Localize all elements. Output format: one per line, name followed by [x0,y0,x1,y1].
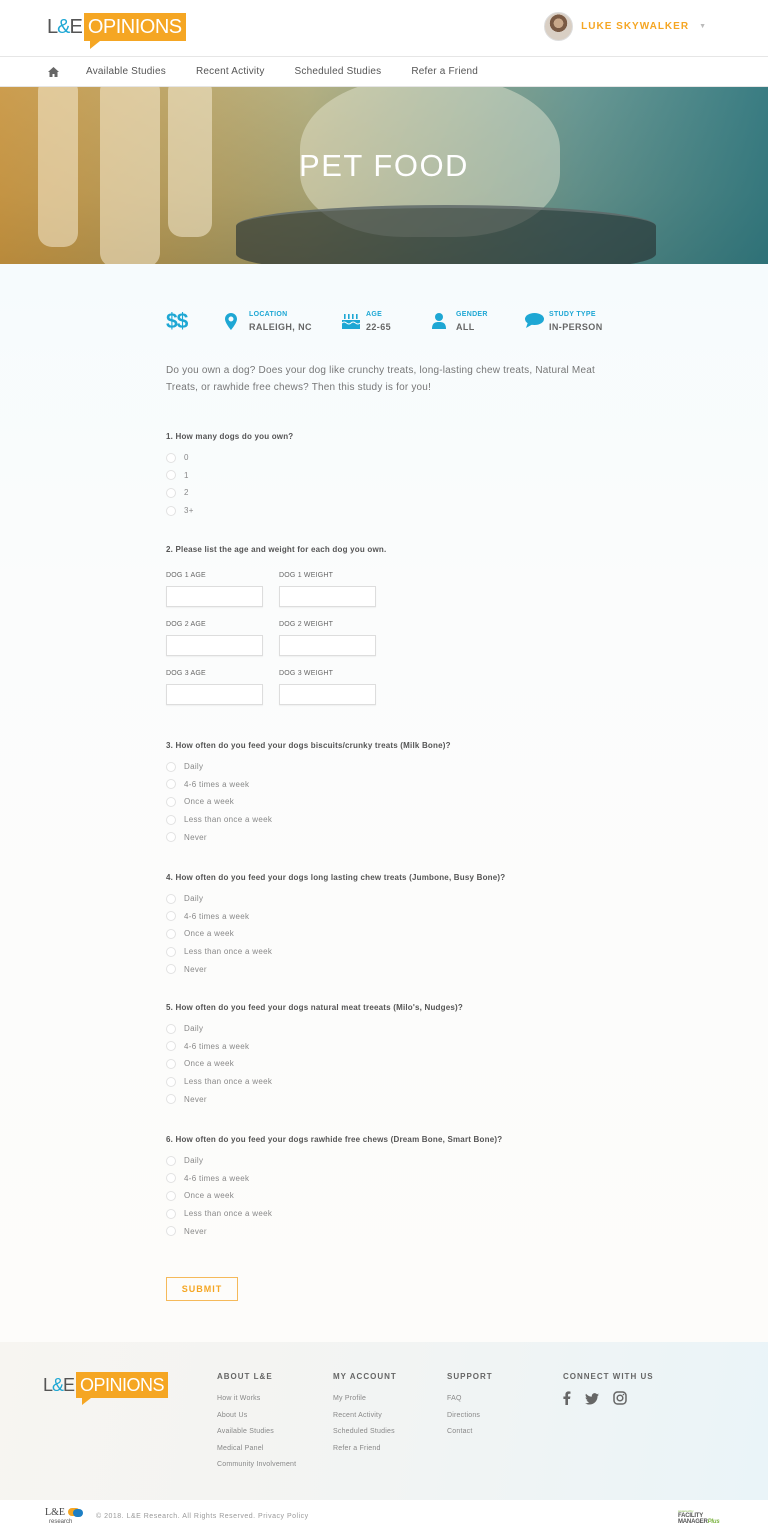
footer-link[interactable]: Available Studies [217,1428,274,1436]
footer-link[interactable]: Recent Activity [333,1411,382,1419]
footer-link[interactable]: Medical Panel [217,1444,264,1452]
radio-button[interactable] [166,470,176,480]
footer-col-support [447,1372,493,1441]
footer-col-title: MY ACCOUNT [333,1372,397,1381]
radio-option[interactable] [166,811,451,829]
radio-button[interactable] [166,832,176,842]
fm-line-2: MANAGER [678,1519,708,1525]
location-pin-icon [225,313,243,333]
radio-option[interactable] [166,1205,502,1223]
dog-2-age-field [166,621,271,656]
person-icon [432,313,450,333]
field-label: DOG 2 WEIGHT [279,621,334,628]
question-2 [166,545,386,719]
footer-col-about [217,1372,296,1474]
radio-option[interactable] [166,484,293,502]
radio-button[interactable] [166,1094,176,1104]
radio-option[interactable] [166,1038,463,1056]
radio-option[interactable] [166,925,505,943]
radio-option[interactable] [166,1020,463,1038]
question-title: 4. How often do you feed your dogs long lasting chew treats (Jumbone, Busy Bone)? [166,873,506,882]
option-label[interactable]: Less than once a week [184,947,273,957]
submit-button[interactable]: SUBMIT [166,1277,238,1301]
meta-value: IN-PERSON [549,322,603,332]
powered-by-text: powered by [678,1509,694,1513]
radio-button[interactable] [166,453,176,463]
question-4 [166,873,505,978]
radio-option[interactable] [166,943,505,961]
dog-3-age-field [166,670,271,705]
option-label[interactable]: Once a week [184,1191,234,1201]
option-label[interactable]: Daily [184,1024,204,1034]
study-description: Do you own a dog? Does your dog like crunchy treats, long-lasting chew treats, Natural Meat Treats, or rawhide free chews? Then this study is for you! [166,365,595,393]
user-menu[interactable] [544,12,706,41]
radio-button[interactable] [166,1077,176,1087]
le-opinions-logo[interactable] [47,13,186,49]
footer-link[interactable]: Community Involvement [217,1461,297,1469]
radio-button[interactable] [166,1059,176,1069]
radio-option[interactable] [166,467,293,485]
fm-line-1: FACILITY [678,1513,704,1519]
question-1 [166,432,293,519]
dog-2-weight-field [279,621,384,656]
radio-option[interactable] [166,1187,502,1205]
question-5 [166,1003,463,1108]
footer-logo[interactable] [43,1372,168,1398]
radio-option[interactable] [166,1055,463,1073]
option-label[interactable]: 0 [184,453,189,463]
radio-button[interactable] [166,894,176,904]
logo-bubble-blue [73,1509,83,1517]
option-label[interactable]: Less than once a week [184,815,273,825]
radio-button[interactable] [166,762,176,772]
option-label[interactable]: Once a week [184,797,234,807]
nav-recent-activity[interactable]: Recent Activity [195,66,265,77]
footer-link[interactable]: About Us [217,1411,248,1419]
option-label[interactable]: Less than once a week [184,1077,273,1087]
radio-button[interactable] [166,506,176,516]
fm-plus: Plus [707,1519,720,1525]
footer-col-title: SUPPORT [447,1372,493,1381]
field-label: DOG 1 AGE [166,572,206,579]
research-logo-top: L&E [45,1507,65,1518]
radio-option[interactable] [166,960,505,978]
footer-link[interactable]: Directions [447,1411,481,1419]
radio-button[interactable] [166,815,176,825]
user-name[interactable]: LUKE SKYWALKER [581,21,690,32]
dog-1-age-field [166,572,271,607]
option-label[interactable]: 4-6 times a week [184,1041,250,1051]
option-label[interactable]: Never [184,832,207,842]
copyright-text: © 2018. L&E Research. All Rights Reserved. Privacy Policy [96,1513,309,1520]
dog-3-age-input[interactable] [166,684,263,705]
radio-button[interactable] [166,929,176,939]
radio-button[interactable] [166,947,176,957]
radio-option[interactable] [166,793,451,811]
dog-1-weight-input[interactable] [279,586,376,607]
study-meta [166,310,606,340]
option-label[interactable]: 2 [184,488,189,498]
field-label: DOG 2 AGE [166,621,206,628]
compensation-level: $$ [166,310,188,333]
radio-option[interactable] [166,758,451,776]
meta-gender [432,310,488,333]
radio-button[interactable] [166,1173,176,1183]
footer-link[interactable]: FAQ [447,1395,462,1402]
radio-button[interactable] [166,1191,176,1201]
question-3 [166,741,451,846]
hero-banner [0,87,768,264]
option-label[interactable]: 4-6 times a week [184,911,250,921]
meta-label: AGE [366,311,383,318]
research-logo-bottom: research [49,1519,73,1525]
footer-link[interactable]: Contact [447,1428,473,1436]
facility-manager-plus-logo[interactable] [678,1509,718,1527]
option-label[interactable]: Daily [184,894,204,904]
radio-option[interactable] [166,449,293,467]
social-links [563,1391,654,1410]
option-label[interactable]: Daily [184,1156,204,1166]
meta-value: 22-65 [366,322,392,332]
radio-option[interactable] [166,1090,463,1108]
question-title: 3. How often do you feed your dogs biscuits/crunky treats (Milk Bone)? [166,741,451,750]
avatar[interactable] [544,12,573,41]
meta-label: LOCATION [249,311,288,318]
field-label: DOG 3 AGE [166,670,206,677]
meta-value: RALEIGH, NC [249,322,312,332]
option-label[interactable]: 3+ [184,506,194,516]
nav-refer-a-friend[interactable]: Refer a Friend [411,66,479,77]
question-title: 6. How often do you feed your dogs rawhide free chews (Dream Bone, Smart Bone)? [166,1135,503,1144]
radio-button[interactable] [166,1024,176,1034]
logo-opinions-badge: OPINIONS [84,13,186,41]
option-label[interactable]: Once a week [184,929,234,939]
chevron-down-icon[interactable]: ▼ [699,23,706,30]
dog-2-weight-input[interactable] [279,635,376,656]
radio-option[interactable] [166,776,451,794]
radio-option[interactable] [166,908,505,926]
radio-button[interactable] [166,1226,176,1236]
twitter-icon[interactable] [585,1392,599,1410]
radio-button[interactable] [166,1209,176,1219]
option-label[interactable]: Less than once a week [184,1209,273,1219]
option-label[interactable]: Once a week [184,1059,234,1069]
option-label[interactable]: Daily [184,762,204,772]
radio-button[interactable] [166,1156,176,1166]
hero-image-bowl [236,205,656,264]
nav-available-studies[interactable]: Available Studies [86,66,166,77]
field-label: DOG 1 WEIGHT [279,572,334,579]
logo-le: L&E [43,1375,75,1395]
footer-link[interactable]: Scheduled Studies [333,1428,395,1436]
question-6 [166,1135,502,1240]
field-label: DOG 3 WEIGHT [279,670,334,677]
nav-scheduled-studies[interactable]: Scheduled Studies [294,66,382,77]
meta-location [225,310,312,333]
dog-1-weight-field [279,572,384,607]
radio-button[interactable] [166,797,176,807]
footer-bottom-bar [0,1500,768,1535]
footer-link[interactable]: My Profile [333,1395,367,1402]
meta-study-type [525,310,603,333]
logo-opinions-badge: OPINIONS [76,1372,168,1398]
radio-option[interactable] [166,828,451,846]
option-label[interactable]: Never [184,1094,207,1104]
radio-option[interactable] [166,1170,502,1188]
question-title: 1. How many dogs do you own? [166,432,294,441]
dog-2-age-input[interactable] [166,635,263,656]
site-footer [0,1342,768,1500]
footer-col-title: ABOUT L&E [217,1372,273,1381]
option-label[interactable]: Never [184,1226,207,1236]
radio-button[interactable] [166,964,176,974]
radio-option[interactable] [166,1073,463,1091]
logo-le: L&E [47,16,82,38]
question-title: 5. How often do you feed your dogs natural meat treeats (Milo's, Nudges)? [166,1003,463,1012]
question-title: 2. Please list the age and weight for each dog you own. [166,545,387,554]
dog-1-age-input[interactable] [166,586,263,607]
page-title: PET FOOD [299,148,469,183]
birthday-cake-icon [342,313,360,333]
radio-button[interactable] [166,1041,176,1051]
meta-label: GENDER [456,311,488,318]
footer-link[interactable]: How it Works [217,1395,261,1402]
radio-button[interactable] [166,779,176,789]
radio-button[interactable] [166,911,176,921]
option-label[interactable]: 4-6 times a week [184,1173,250,1183]
footer-col-title: CONNECT WITH US [563,1372,654,1381]
footer-col-connect [563,1372,654,1410]
radio-option[interactable] [166,890,505,908]
radio-button[interactable] [166,488,176,498]
le-research-logo[interactable] [45,1508,85,1530]
study-content [0,264,768,1342]
site-header [0,0,768,57]
radio-option[interactable] [166,1222,502,1240]
speech-bubble-icon [525,313,543,333]
meta-label: STUDY TYPE [549,311,596,318]
radio-option[interactable] [166,502,293,520]
footer-col-my-account [333,1372,397,1457]
meta-age [342,310,391,333]
radio-option[interactable] [166,1152,502,1170]
dog-3-weight-field [279,670,384,705]
facebook-icon[interactable] [563,1391,571,1410]
option-label[interactable]: 4-6 times a week [184,779,250,789]
instagram-icon[interactable] [613,1391,627,1410]
home-icon[interactable] [48,67,60,77]
main-nav [0,57,768,87]
option-label[interactable]: 1 [184,470,189,480]
dog-3-weight-input[interactable] [279,684,376,705]
option-label[interactable]: Never [184,964,207,974]
meta-value: ALL [456,322,475,332]
footer-link[interactable]: Refer a Friend [333,1444,381,1452]
